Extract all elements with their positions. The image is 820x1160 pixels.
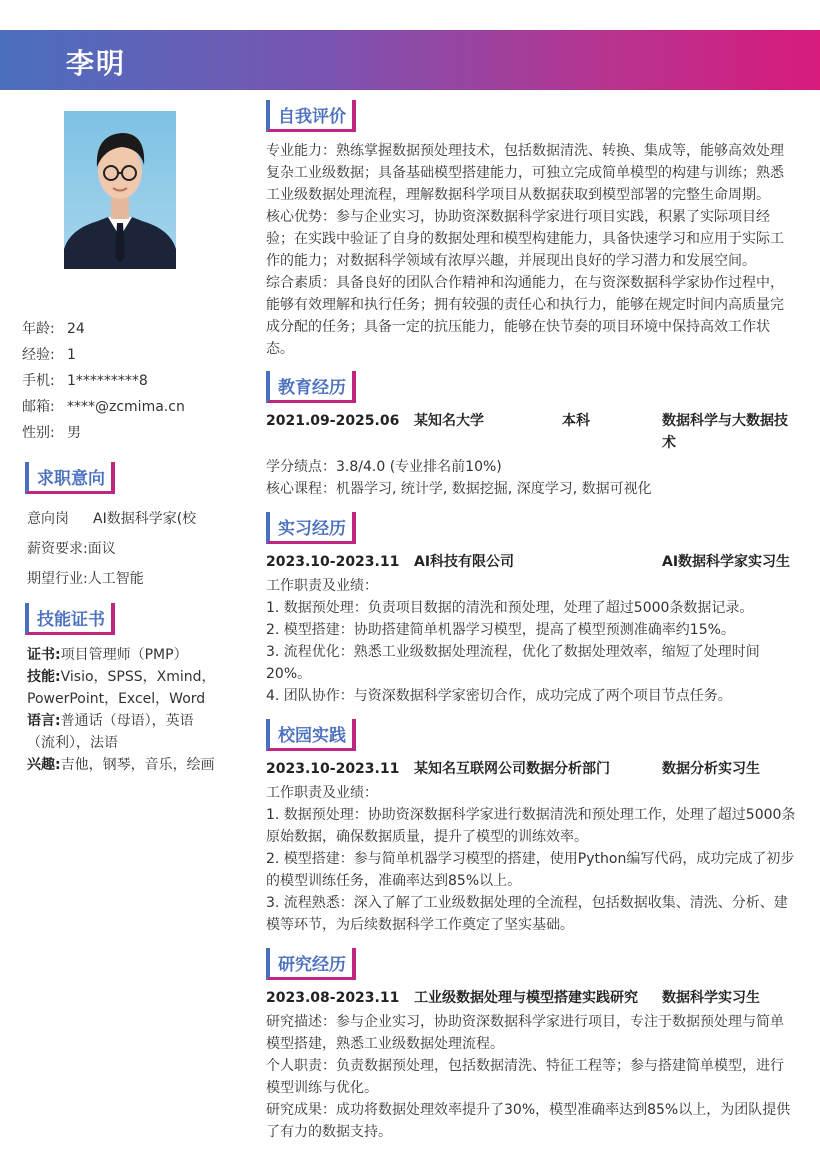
info-row-phone: 手机: 1*********8 bbox=[22, 373, 148, 389]
internship-company: AI科技有限公司 bbox=[414, 554, 515, 570]
profile-photo bbox=[64, 111, 176, 269]
skill-languages: 语言:普通话（母语），英语（流利），法语 bbox=[27, 713, 194, 751]
self-eval-content bbox=[266, 140, 796, 360]
internship-line: 3. 流程优化：熟悉工业级数据处理流程，优化了数据处理效率，缩短了处理时间20%。 bbox=[266, 644, 760, 682]
section-title-internship: 实习经历 bbox=[266, 512, 356, 544]
section-title-education: 教育经历 bbox=[266, 371, 356, 403]
education-major: 数据科学与大数据技术 bbox=[662, 413, 788, 451]
info-row-age: 年龄: 24 bbox=[22, 321, 85, 337]
self-eval-qualities: 综合素质：具备良好的团队合作精神和沟通能力，在与资深数据科学家协作过程中，能够有效理解和执行任务；拥有较强的责任心和执行力，能够在规定时间内高质量完成分配的任务；具备一定的抗压能力，能够在快节奏的项目环境中保持高效工作状态。 bbox=[266, 275, 784, 357]
section-title-self-eval: 自我评价 bbox=[266, 100, 356, 132]
section-title-campus: 校园实践 bbox=[266, 719, 356, 751]
intent-row-salary: 薪资要求: 面议 bbox=[27, 541, 116, 557]
internship-details bbox=[266, 575, 796, 707]
research-role: 数据科学实习生 bbox=[662, 990, 760, 1006]
campus-line: 工作职责及业绩： bbox=[266, 785, 378, 801]
intent-row-position: 意向岗 AI数据科学家(校 bbox=[27, 511, 197, 527]
skill-tools: 技能:Visio，SPSS，Xmind，PowerPoint，Excel，Word bbox=[27, 669, 216, 707]
education-date: 2021.09-2025.06 bbox=[266, 413, 400, 429]
internship-line: 工作职责及业绩： bbox=[266, 578, 378, 594]
skills-list bbox=[27, 644, 217, 776]
campus-org: 某知名互联网公司数据分析部门 bbox=[414, 761, 610, 777]
section-title-research: 研究经历 bbox=[266, 948, 356, 980]
info-row-email: 邮箱: ****@zcmima.cn bbox=[22, 399, 185, 415]
research-project: 工业级数据处理与模型搭建实践研究 bbox=[414, 990, 638, 1006]
internship-line: 1. 数据预处理：负责项目数据的清洗和预处理，处理了超过5000条数据记录。 bbox=[266, 600, 754, 616]
research-description: 研究描述：参与企业实习，协助资深数据科学家进行项目，专注于数据预处理与简单模型搭建，熟悉工业级数据处理流程。 bbox=[266, 1014, 784, 1052]
campus-header-row bbox=[266, 758, 796, 780]
info-row-experience: 经验: 1 bbox=[22, 347, 76, 363]
header-banner bbox=[0, 30, 820, 90]
skill-interests: 兴趣:吉他，钢琴，音乐，绘画 bbox=[27, 757, 215, 773]
campus-role: 数据分析实习生 bbox=[662, 761, 760, 777]
internship-role: AI数据科学家实习生 bbox=[662, 554, 791, 570]
self-eval-professional: 专业能力：熟练掌握数据预处理技术，包括数据清洗、转换、集成等，能够高效处理复杂工业级数据；具备基础模型搭建能力，可独立完成简单模型的构建与训练；熟悉工业级数据处理流程，理解数据科学项目从数据获取到模型部署的完整生命周期。 bbox=[266, 143, 784, 203]
education-header-row bbox=[266, 410, 796, 454]
intent-row-industry: 期望行业: 人工智能 bbox=[27, 571, 144, 587]
internship-line: 2. 模型搭建：协助搭建简单机器学习模型，提高了模型预测准确率约15%。 bbox=[266, 622, 735, 638]
campus-line: 1. 数据预处理：协助资深数据科学家进行数据清洗和预处理工作，处理了超过5000条原始数据，确保数据质量，提升了模型的训练效率。 bbox=[266, 807, 796, 845]
research-details bbox=[266, 1011, 796, 1143]
education-gpa: 学分绩点：3.8/4.0 (专业排名前10%) bbox=[266, 459, 502, 475]
education-school: 某知名大学 bbox=[414, 413, 484, 429]
research-date: 2023.08-2023.11 bbox=[266, 990, 400, 1006]
campus-line: 2. 模型搭建：参与简单机器学习模型的搭建，使用Python编写代码，成功完成了初步的模型训练任务，准确率达到85%以上。 bbox=[266, 851, 795, 889]
internship-date: 2023.10-2023.11 bbox=[266, 554, 400, 570]
internship-line: 4. 团队协作：与资深数据科学家密切合作，成功完成了两个项目节点任务。 bbox=[266, 688, 732, 704]
campus-line: 3. 流程熟悉：深入了解了工业级数据处理的全流程，包括数据收集、清洗、分析、建模等环节，为后续数据科学工作奠定了坚实基础。 bbox=[266, 895, 788, 933]
personal-info bbox=[22, 318, 185, 448]
campus-details bbox=[266, 782, 796, 936]
research-responsibility: 个人职责：负责数据预处理，包括数据清洗、特征工程等；参与搭建简单模型，进行模型训练与优化。 bbox=[266, 1058, 784, 1096]
research-result: 研究成果：成功将数据处理效率提升了30%，模型准确率达到85%以上，为团队提供了有力的数据支持。 bbox=[266, 1102, 791, 1140]
intent-list bbox=[27, 508, 196, 598]
education-courses: 核心课程：机器学习, 统计学, 数据挖掘, 深度学习, 数据可视化 bbox=[266, 481, 652, 497]
section-title-skills: 技能证书 bbox=[25, 603, 115, 635]
candidate-name: 李明 bbox=[66, 47, 127, 80]
info-row-gender: 性别: 男 bbox=[22, 425, 81, 441]
self-eval-strengths: 核心优势：参与企业实习，协助资深数据科学家进行项目实践，积累了实际项目经验；在实践中验证了自身的数据处理和模型构建能力，具备快速学习和应用于实际工作的能力；对数据科学领域有浓厚兴趣，并展现出良好的学习潜力和发展空间。 bbox=[266, 209, 784, 269]
person-portrait-icon bbox=[64, 111, 176, 269]
education-degree: 本科 bbox=[562, 413, 590, 429]
education-details bbox=[266, 456, 796, 500]
section-title-intent: 求职意向 bbox=[25, 462, 115, 494]
campus-date: 2023.10-2023.11 bbox=[266, 761, 400, 777]
skill-certificate: 证书:项目管理师（PMP） bbox=[27, 647, 188, 663]
research-header-row bbox=[266, 987, 796, 1009]
internship-header-row bbox=[266, 551, 796, 573]
